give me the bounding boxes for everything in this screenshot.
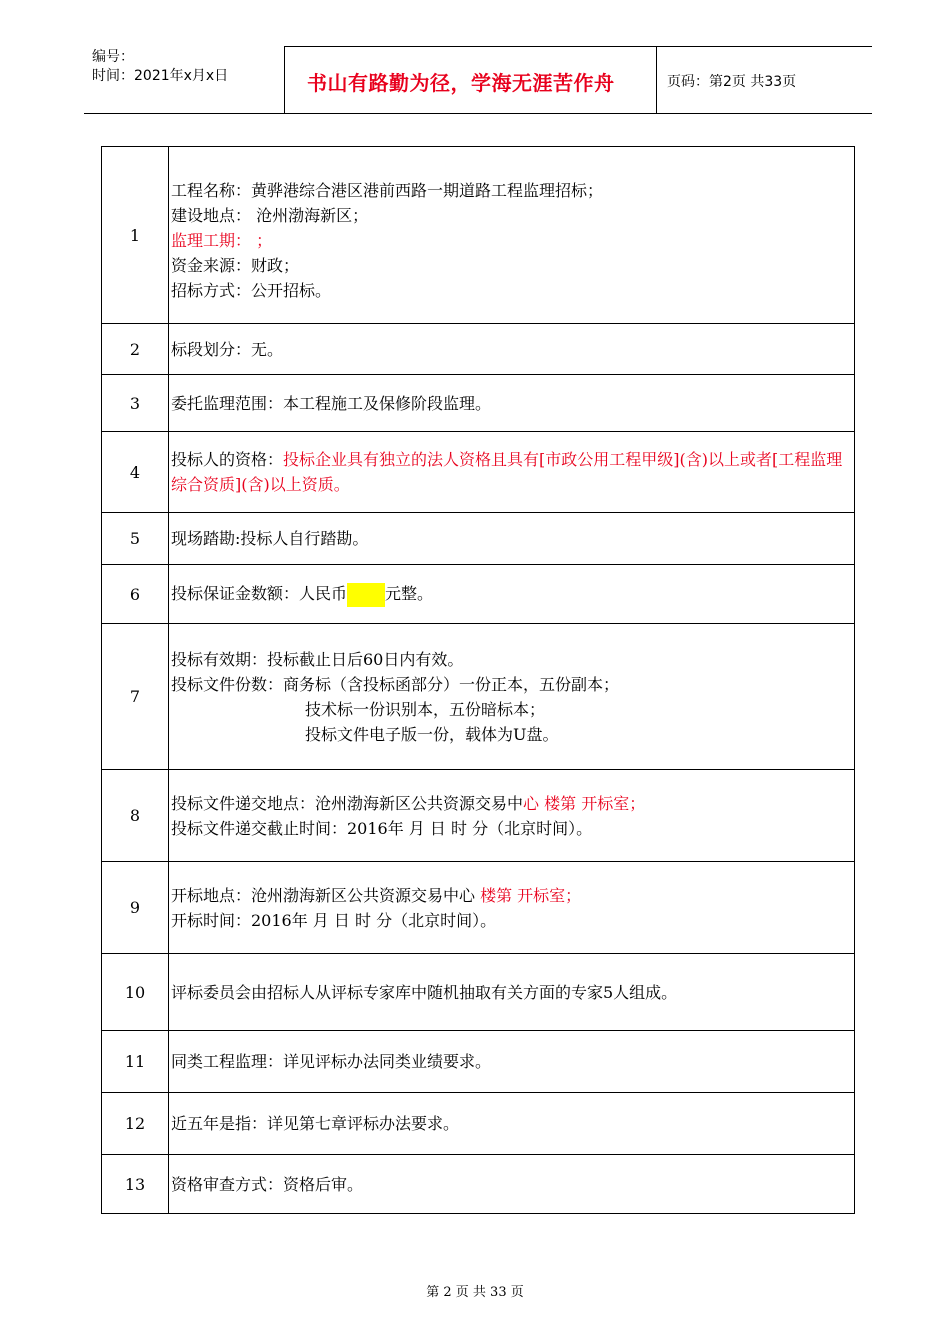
table-row [102,565,855,624]
submission-deadline: 投标文件递交截止时间：2016年 月 日 时 分（北京时间）。 [171,818,593,838]
table-row [102,954,855,1031]
tender-method: 招标方式：公开招标。 [171,280,332,300]
row-number: 7 [102,624,169,770]
table-row [102,1155,855,1214]
bid-copies-electronic: 投标文件电子版一份，载体为U盘。 [305,724,559,744]
row-number: 6 [102,565,169,624]
doc-time-label: 时间：2021年x月x日 [92,68,229,84]
submission-location: 投标文件递交地点：沧州渤海新区公共资源交易中 [171,793,524,813]
row-content [169,862,855,954]
row-number: 11 [102,1031,169,1093]
row-content [169,147,855,324]
table-row [102,862,855,954]
bid-validity: 投标有效期：投标截止日后60日内有效。 [171,649,464,669]
table-row [102,1031,855,1093]
header-divider-right [656,46,657,114]
project-name: 工程名称：黄骅港综合港区港前西路一期道路工程监理招标； [171,180,604,200]
opening-time: 开标时间：2016年 月 日 时 分（北京时间）。 [171,910,497,930]
table-row [102,1093,855,1155]
funding-source: 资金来源：财政； [171,255,300,275]
row-number: 10 [102,954,169,1031]
header-page-code: 页码：第2页 共33页 [667,74,797,90]
header-bottom-rule [84,113,872,114]
row-content [169,770,855,862]
row-number: 2 [102,324,169,375]
row-number: 9 [102,862,169,954]
header-motto: 书山有路勤为径，学海无涯苦作舟 [307,71,615,95]
row-number: 8 [102,770,169,862]
row-number: 12 [102,1093,169,1155]
row-number: 1 [102,147,169,324]
bid-bond-label: 投标保证金数额：人民币 [171,584,348,604]
opening-room: 楼第 开标室； [480,885,582,905]
table-row [102,375,855,432]
bid-bond-amount-highlight [347,583,385,607]
bid-bond-suffix: 元整。 [385,584,434,604]
opening-location: 开标地点：沧州渤海新区公共资源交易中心 [171,885,481,905]
project-location: 建设地点： 沧州渤海新区； [171,205,369,225]
bid-copies-technical: 技术标一份识别本，五份暗标本； [305,699,546,719]
row-content: 现场踏勘:投标人自行踏勘。 [169,513,855,565]
header-top-rule [284,46,872,47]
row-content [169,565,855,624]
bidder-qualification-label: 投标人的资格： [171,450,284,469]
row-content: 同类工程监理：详见评标办法同类业绩要求。 [169,1031,855,1093]
row-content: 资格审查方式：资格后审。 [169,1155,855,1214]
doc-number-label: 编号： [92,49,134,65]
bidder-qualification-text: 投标企业具有独立的法人资格且具有[市政公用工程甲级](含)以上或者[工程监理综合资质](含)以上资质。 [171,450,843,494]
bid-copies-commercial: 投标文件份数：商务标（含投标函部分）一份正本，五份副本； [171,674,620,694]
submission-room: 心 楼第 开标室； [523,793,646,813]
row-number: 3 [102,375,169,432]
table-row [102,513,855,565]
row-number: 5 [102,513,169,565]
header-meta [92,48,228,86]
table-row [102,770,855,862]
table-row [102,624,855,770]
tender-info-table [101,146,855,1214]
row-content: 近五年是指：详见第七章评标办法要求。 [169,1093,855,1155]
table-row [102,147,855,324]
row-content [169,432,855,513]
supervision-period: 监理工期： ； [171,230,273,250]
row-content: 标段划分：无。 [169,324,855,375]
table-row [102,432,855,513]
row-number: 4 [102,432,169,513]
page-footer: 第 2 页 共 33 页 [426,1285,524,1300]
row-content: 评标委员会由招标人从评标专家库中随机抽取有关方面的专家5人组成。 [169,954,855,1031]
row-number: 13 [102,1155,169,1214]
header-divider-left [284,46,285,114]
row-content: 委托监理范围：本工程施工及保修阶段监理。 [169,375,855,432]
row-content [169,624,855,770]
table-row [102,324,855,375]
